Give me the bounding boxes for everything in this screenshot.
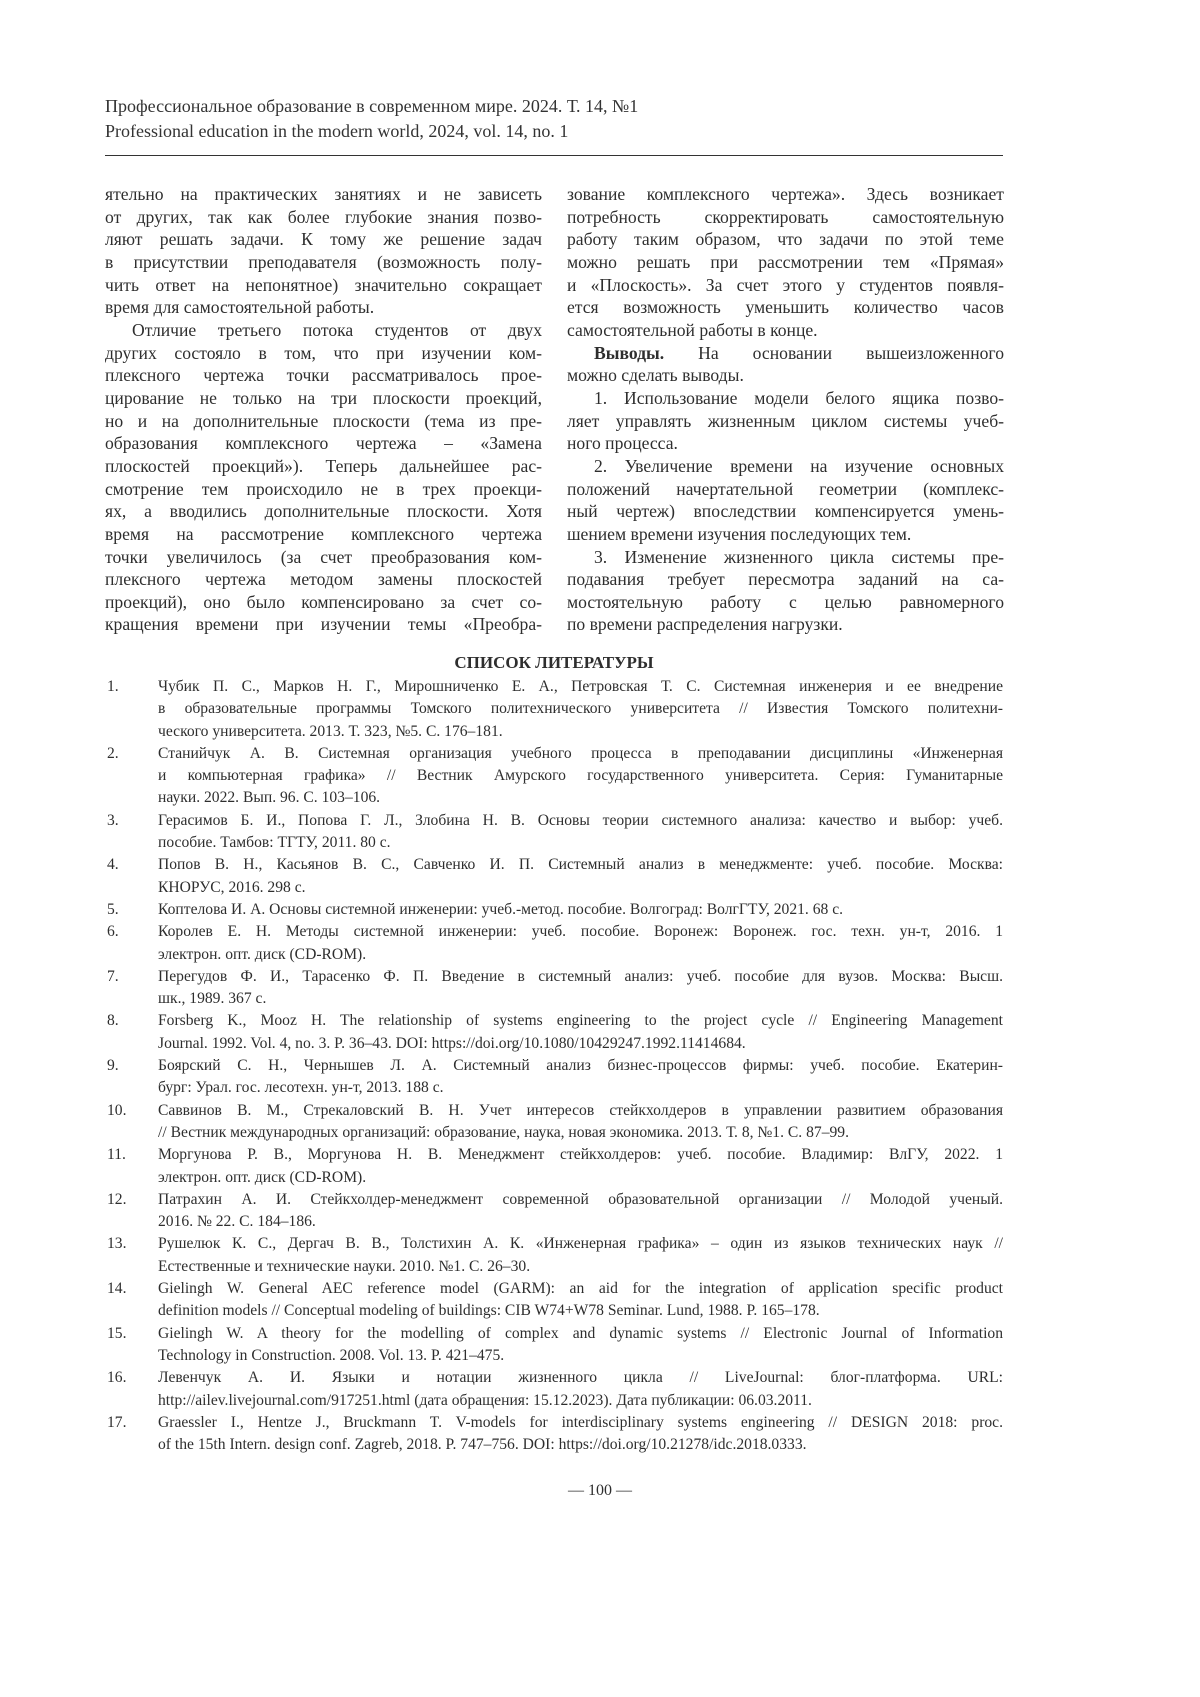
line-text: смотрение тем происходило не в трех проекци-	[105, 479, 542, 499]
paragraph	[567, 387, 1004, 455]
reference-line: Станийчук А. В. Системная организация учебного процесса в преподавании дисциплины «Инженерная	[158, 743, 1003, 765]
line-text: от других, так как более глубокие знания позво-	[105, 207, 542, 227]
reference-line: ческого университета. 2013. Т. 323, №5. С. 176–181.	[158, 721, 1003, 743]
references-heading: СПИСОК ЛИТЕРАТУРЫ	[105, 652, 1003, 674]
reference-item	[105, 1189, 1003, 1234]
references-list	[105, 676, 1003, 1456]
line-text: На основании вышеизложенного	[664, 343, 1004, 363]
line-text: 2. Увеличение времени на изучение основных	[594, 456, 1004, 476]
line-text: ятельно на практических занятиях и не зависеть	[105, 184, 542, 204]
reference-number: 16.	[107, 1367, 127, 1389]
text-line	[105, 274, 542, 297]
reference-number: 7.	[107, 966, 119, 988]
text-line	[105, 319, 542, 342]
left-text-column	[105, 183, 542, 636]
line-text: потребность скорректировать самостоятельную	[567, 207, 1004, 227]
reference-line: Gielingh W. General AEC reference model (GARM): an aid for the integration of application specific product	[158, 1278, 1003, 1300]
text-line	[567, 251, 1004, 274]
reference-line: шк., 1989. 367 с.	[158, 988, 1003, 1010]
line-text: кращения времени при изучении темы «Преобра-	[105, 614, 542, 634]
text-line	[567, 206, 1004, 229]
reference-line: Перегудов Ф. И., Тарасенко Ф. П. Введение в системный анализ: учеб. пособие для вузов. Москва: Высш.	[158, 966, 1003, 988]
reference-number: 10.	[107, 1100, 127, 1122]
paragraph	[567, 342, 1004, 387]
line-text: но и на дополнительные плоскости (тема из пре-	[105, 411, 542, 431]
text-line	[567, 183, 1004, 206]
text-line	[567, 500, 1004, 523]
line-text: ного процесса.	[567, 433, 678, 453]
line-text: других состояло в том, что при изучении ком-	[105, 343, 542, 363]
line-text: можно решать при рассмотрении тем «Прямая»	[567, 252, 1004, 272]
reference-line: электрон. опт. диск (CD-ROM).	[158, 944, 1003, 966]
line-text: и «Плоскость». За счет этого у студентов появля-	[567, 275, 1004, 295]
text-line	[567, 478, 1004, 501]
reference-line: Королев Е. Н. Методы системной инженерии: учеб. пособие. Воронеж: Воронеж. гос. техн. ун-т, 2016. 1	[158, 921, 1003, 943]
text-line	[105, 364, 542, 387]
line-text: время для самостоятельной работы.	[105, 297, 374, 317]
text-line	[567, 296, 1004, 319]
line-text: проекций), оно было компенсировано за счет со-	[105, 592, 542, 612]
reference-line: Естественные и технические науки. 2010. №1. С. 26–30.	[158, 1256, 1003, 1278]
reference-line: Gielingh W. A theory for the modelling of complex and dynamic systems // Electronic Journal of Information	[158, 1323, 1003, 1345]
line-text: ляют решать задачи. К тому же решение задач	[105, 229, 542, 249]
reference-number: 15.	[107, 1323, 127, 1345]
text-line	[567, 568, 1004, 591]
reference-item	[105, 921, 1003, 966]
line-text: ется возможность уменьшить количество часов	[567, 297, 1004, 317]
line-text: 1. Использование модели белого ящика позво-	[594, 388, 1004, 408]
line-text: образования комплексного чертежа – «Замена	[105, 433, 542, 453]
line-text: Отличие третьего потока студентов от двух	[132, 320, 542, 340]
reference-number: 17.	[107, 1412, 127, 1434]
text-line	[567, 410, 1004, 433]
line-text: ях, а вводились дополнительные плоскости. Хотя	[105, 501, 542, 521]
reference-item	[105, 1412, 1003, 1457]
text-line	[105, 432, 542, 455]
reference-line: Рушелюк К. С., Дергач В. В., Толстихин А. К. «Инженерная графика» – один из языков технических наук //	[158, 1233, 1003, 1255]
reference-line: 2016. № 22. С. 184–186.	[158, 1211, 1003, 1233]
bold-lead: Выводы.	[594, 343, 664, 363]
line-text: в присутствии преподавателя (возможность полу-	[105, 252, 542, 272]
reference-number: 2.	[107, 743, 119, 765]
reference-number: 12.	[107, 1189, 127, 1211]
reference-line: пособие. Тамбов: ТГТУ, 2011. 80 с.	[158, 832, 1003, 854]
reference-line: КНОРУС, 2016. 298 с.	[158, 877, 1003, 899]
reference-item	[105, 899, 1003, 921]
reference-number: 3.	[107, 810, 119, 832]
reference-line: и компьютерная графика» // Вестник Амурского государственного университета. Серия: Гуманитарные	[158, 765, 1003, 787]
text-line	[567, 364, 1004, 387]
reference-line: Моргунова Р. В., Моргунова Н. В. Менеджмент стейкхолдеров: учеб. пособие. Владимир: ВлГУ, 2022. 1	[158, 1144, 1003, 1166]
reference-line: науки. 2022. Вып. 96. С. 103–106.	[158, 787, 1003, 809]
text-line	[567, 274, 1004, 297]
text-line	[105, 546, 542, 569]
right-text-column	[567, 183, 1004, 636]
reference-number: 4.	[107, 854, 119, 876]
reference-line: Technology in Construction. 2008. Vol. 13. P. 421–475.	[158, 1345, 1003, 1367]
text-line	[567, 613, 1004, 636]
line-text: чить ответ на непонятное) значительно сокращает	[105, 275, 542, 295]
line-text: самостоятельной работы в конце.	[567, 320, 818, 340]
text-line	[105, 410, 542, 433]
reference-number: 6.	[107, 921, 119, 943]
text-line	[105, 206, 542, 229]
reference-item	[105, 1278, 1003, 1323]
text-line	[105, 342, 542, 365]
text-line	[105, 613, 542, 636]
line-text: мостоятельную работу с целью равномерного	[567, 592, 1004, 612]
reference-item	[105, 1367, 1003, 1412]
reference-line: Патрахин А. И. Стейкхолдер-менеджмент современной образовательной организации // Молодой ученый.	[158, 1189, 1003, 1211]
line-text: плексного чертежа точки рассматривалось прое-	[105, 365, 542, 385]
reference-line: http://ailev.livejournal.com/917251.html (дата обращения: 15.12.2023). Дата публикации: 06.03.2011.	[158, 1390, 1003, 1412]
running-header	[105, 94, 638, 144]
reference-line: of the 15th Intern. design conf. Zagreb, 2018. P. 747–756. DOI: https://doi.org/10.21278/idc.2018.0333.	[158, 1434, 1003, 1456]
reference-number: 1.	[107, 676, 119, 698]
line-text: время на рассмотрение комплексного чертежа	[105, 524, 542, 544]
line-text: точки увеличилось (за счет преобразования ком-	[105, 547, 542, 567]
reference-item	[105, 1233, 1003, 1278]
reference-number: 5.	[107, 899, 119, 921]
line-text: цирование не только на три плоскости проекций,	[105, 388, 542, 408]
text-line	[567, 432, 1004, 455]
reference-line: Попов В. Н., Касьянов В. С., Савченко И. П. Системный анализ в менеджменте: учеб. пособие. Москва:	[158, 854, 1003, 876]
reference-line: Чубик П. С., Марков Н. Г., Мирошниченко Е. А., Петровская Т. С. Системная инженерия и ее внедрение	[158, 676, 1003, 698]
text-line	[105, 568, 542, 591]
reference-item	[105, 1144, 1003, 1189]
line-text: ный чертеж) впоследствии компенсируется умень-	[567, 501, 1004, 521]
reference-item	[105, 1010, 1003, 1055]
reference-item	[105, 1055, 1003, 1100]
reference-line: электрон. опт. диск (CD-ROM).	[158, 1167, 1003, 1189]
paragraph	[567, 183, 1004, 342]
header-divider	[105, 155, 1003, 156]
line-text: работу таким образом, что задачи по этой теме	[567, 229, 1004, 249]
line-text: ляет управлять жизненным циклом системы учеб-	[567, 411, 1004, 431]
text-line	[567, 546, 1004, 569]
text-line	[105, 591, 542, 614]
reference-item	[105, 966, 1003, 1011]
reference-item	[105, 810, 1003, 855]
line-text: плексного чертежа методом замены плоскостей	[105, 569, 542, 589]
text-line	[567, 523, 1004, 546]
reference-number: 14.	[107, 1278, 127, 1300]
journal-title-en: Professional education in the modern world, 2024, vol. 14, no. 1	[105, 119, 638, 144]
line-text: по времени распределения нагрузки.	[567, 614, 843, 634]
text-line	[567, 228, 1004, 251]
reference-number: 11.	[107, 1144, 126, 1166]
text-line	[567, 591, 1004, 614]
text-line	[105, 228, 542, 251]
reference-line: Forsberg K., Mooz H. The relationship of systems engineering to the project cycle // Engineering Management	[158, 1010, 1003, 1032]
line-text: шением времени изучения последующих тем.	[567, 524, 911, 544]
text-line	[105, 296, 542, 319]
journal-title-ru: Профессиональное образование в современном мире. 2024. Т. 14, №1	[105, 94, 638, 119]
text-line	[105, 523, 542, 546]
reference-line: definition models // Conceptual modeling of buildings: CIB W74+W78 Seminar. Lund, 1988. P. 165–178.	[158, 1300, 1003, 1322]
line-text: плоскостей проекций»). Теперь дальнейшее рас-	[105, 456, 542, 476]
page-number: — 100 —	[0, 1482, 1200, 1500]
reference-number: 8.	[107, 1010, 119, 1032]
paragraph	[105, 183, 542, 319]
text-line	[567, 342, 1004, 365]
reference-number: 9.	[107, 1055, 119, 1077]
reference-line: Боярский С. Н., Чернышев Л. А. Системный анализ бизнес-процессов фирмы: учеб. пособие. Екатерин-	[158, 1055, 1003, 1077]
reference-line: в образовательные программы Томского политехнического университета // Известия Томского политехни-	[158, 698, 1003, 720]
text-line	[105, 251, 542, 274]
reference-line: Коптелова И. А. Основы системной инженерии: учеб.-метод. пособие. Волгоград: ВолгГТУ, 2021. 68 с.	[158, 899, 1003, 921]
line-text: можно сделать выводы.	[567, 365, 744, 385]
reference-line: Левенчук А. И. Языки и нотации жизненного цикла // LiveJournal: блог-платформа. URL:	[158, 1367, 1003, 1389]
text-line	[105, 455, 542, 478]
text-line	[105, 478, 542, 501]
line-text: 3. Изменение жизненного цикла системы пре-	[594, 547, 1004, 567]
text-line	[105, 183, 542, 206]
text-line	[105, 500, 542, 523]
reference-line: // Вестник международных организаций: образование, наука, новая экономика. 2013. Т. 8, №1. С. 87–99.	[158, 1122, 1003, 1144]
reference-line: Journal. 1992. Vol. 4, no. 3. P. 36–43. DOI: https://doi.org/10.1080/10429247.1992.11414684.	[158, 1033, 1003, 1055]
reference-line: Саввинов В. М., Стрекаловский В. Н. Учет интересов стейкхолдеров в управлении развитием образования	[158, 1100, 1003, 1122]
text-line	[567, 387, 1004, 410]
reference-line: бург: Урал. гос. лесотехн. ун-т, 2013. 188 с.	[158, 1077, 1003, 1099]
paragraph	[567, 546, 1004, 637]
reference-line: Герасимов Б. И., Попова Г. Л., Злобина Н. В. Основы теории системного анализа: качество и выбор: учеб.	[158, 810, 1003, 832]
paragraph	[105, 319, 542, 636]
text-line	[105, 387, 542, 410]
reference-item	[105, 743, 1003, 810]
line-text: зование комплексного чертежа». Здесь возникает	[567, 184, 1004, 204]
reference-line: Graessler I., Hentze J., Bruckmann T. V-models for interdisciplinary systems engineering // DESIGN 2018: proc.	[158, 1412, 1003, 1434]
reference-number: 13.	[107, 1233, 127, 1255]
text-line	[567, 455, 1004, 478]
reference-item	[105, 1323, 1003, 1368]
line-text: положений начертательной геометрии (комплекс-	[567, 479, 1004, 499]
reference-item	[105, 1100, 1003, 1145]
paragraph	[567, 455, 1004, 546]
line-text: подавания требует пересмотра заданий на са-	[567, 569, 1004, 589]
reference-item	[105, 854, 1003, 899]
text-line	[567, 319, 1004, 342]
reference-item	[105, 676, 1003, 743]
